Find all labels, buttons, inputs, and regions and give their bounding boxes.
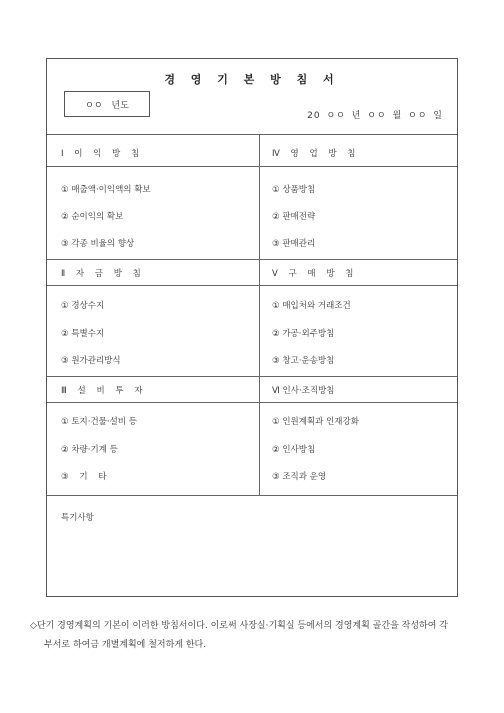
divider-remarks bbox=[47, 495, 457, 496]
list-item: ② 판매전략 bbox=[272, 212, 316, 222]
list-item: ② 인사방침 bbox=[272, 445, 316, 455]
list-item: ② 가공·외주방침 bbox=[272, 329, 335, 339]
divider-row3-heading bbox=[47, 402, 457, 403]
list-item: ① 경상수지 bbox=[61, 301, 105, 311]
divider-header bbox=[47, 134, 457, 135]
divider-row1-heading bbox=[47, 166, 457, 167]
divider-row2 bbox=[47, 259, 457, 260]
list-item: ③ 조직과 운영 bbox=[272, 472, 327, 482]
remarks-label: 특기사항 bbox=[61, 513, 94, 523]
footnote-line-2: 부서로 하여금 개별계획에 철저하게 한다. bbox=[44, 640, 207, 650]
fiscal-year-box: ㅇㅇ 년도 bbox=[64, 91, 150, 117]
list-item: ② 차량·기계 등 bbox=[61, 445, 118, 455]
list-item: ③ 판매관리 bbox=[272, 239, 316, 249]
list-item: ③ 창고·운송방침 bbox=[272, 356, 335, 366]
heading-funds-policy: Ⅱ 자 금 방 침 bbox=[61, 269, 145, 279]
list-item: ① 상품방침 bbox=[272, 185, 316, 195]
list-item: ① 인원계획과 인재강화 bbox=[272, 417, 359, 427]
list-item: ② 순이익의 확보 bbox=[61, 212, 124, 222]
divider-center bbox=[259, 134, 260, 495]
list-item: ③ 각종 비율의 향상 bbox=[61, 239, 135, 249]
list-item: ② 특별수지 bbox=[61, 329, 105, 339]
heading-business-policy: Ⅳ 영 업 방 침 bbox=[272, 149, 360, 159]
heading-profit-policy: Ⅰ 이 익 방 침 bbox=[61, 149, 144, 159]
divider-row2-heading bbox=[47, 285, 457, 286]
list-item: ③ 기 타 bbox=[61, 472, 107, 482]
form-title: 경 영 기 본 방 침 서 bbox=[164, 73, 340, 86]
management-policy-form bbox=[46, 58, 458, 597]
heading-purchase-policy: Ⅴ 구 매 방 침 bbox=[272, 269, 358, 279]
footnote bbox=[30, 617, 460, 655]
heading-equipment-investment: Ⅲ 설 비 투 자 bbox=[61, 386, 147, 396]
list-item: ① 매출액·이익액의 확보 bbox=[61, 185, 151, 195]
form-date: 20 ㅇㅇ 년 ㅇㅇ 월 ㅇㅇ 일 bbox=[307, 111, 443, 121]
list-item: ① 매입처와 거래조건 bbox=[272, 301, 351, 311]
list-item: ③ 원가관리방식 bbox=[61, 356, 121, 366]
heading-organization-policy: Ⅵ 인사·조직방침 bbox=[272, 386, 335, 396]
divider-row3 bbox=[47, 376, 457, 377]
list-item: ① 토지·건물·설비 등 bbox=[61, 417, 137, 427]
footnote-line-1: ◇단기 경영계획의 기본이 이러한 방침서이다. 이로써 사장실·기획실 등에서의 경영계획 골간을 작성하여 각 bbox=[30, 621, 448, 631]
